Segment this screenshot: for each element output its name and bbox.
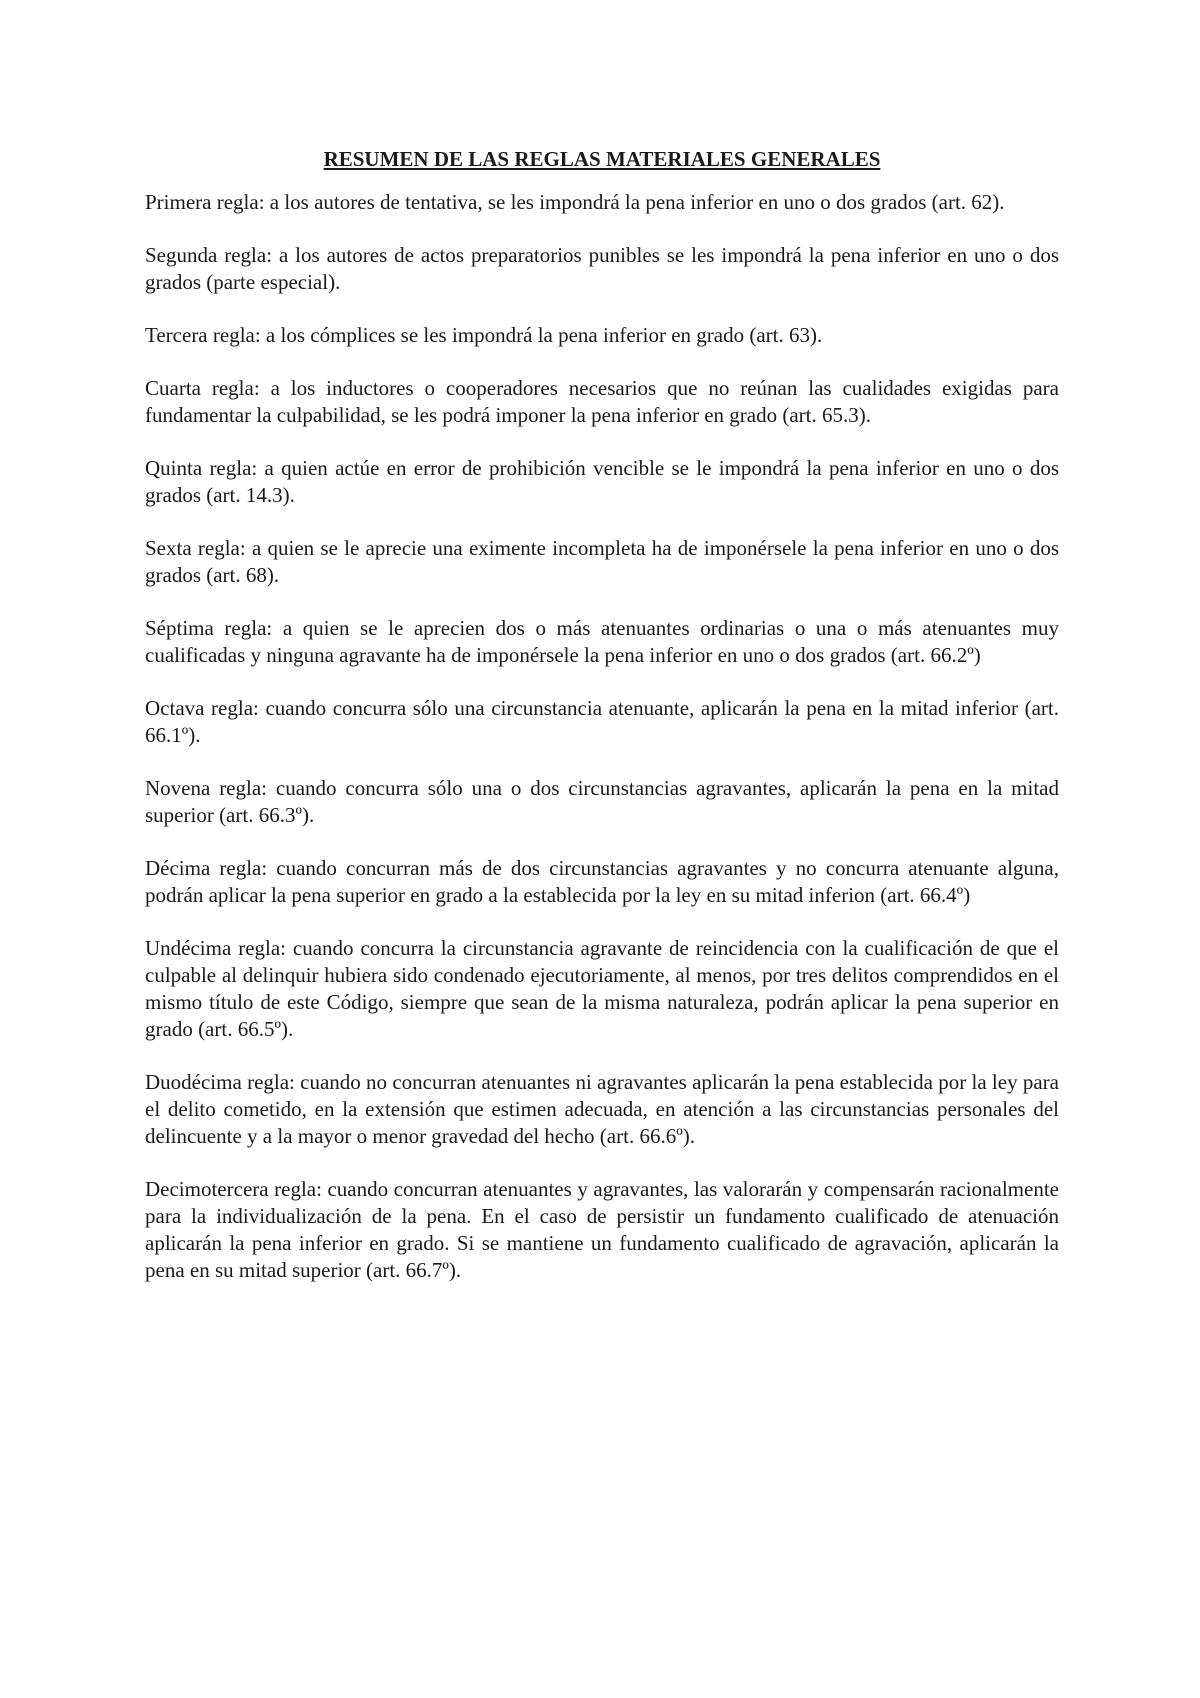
- rule-paragraph-5: Quinta regla: a quien actúe en error de prohibición vencible se le impondrá la pena inferior en uno o dos grados (art. 14.3).: [145, 456, 1059, 507]
- rule-paragraph-13: Decimotercera regla: cuando concurran atenuantes y agravantes, las valorarán y compensarán racionalmente para la individualización de la pena. En el caso de persistir un fundamento cualificado de atenuación aplicarán la pena inferior en grado. Si se mantiene un fundamento cualificado de agravación, aplicarán la pena en su mitad superior (art. 66.7º).: [145, 1177, 1059, 1282]
- rule-paragraph-12: Duodécima regla: cuando no concurran atenuantes ni agravantes aplicarán la pena establecida por la ley para el delito cometido, en la extensión que estimen adecuada, en atención a las circunstancias personales del delincuente y a la mayor o menor gravedad del hecho (art. 66.6º).: [145, 1070, 1059, 1148]
- rule-paragraph-11: Undécima regla: cuando concurra la circunstancia agravante de reincidencia con la cualificación de que el culpable al delinquir hubiera sido condenado ejecutoriamente, al menos, por tres delitos comprendidos en el mismo título de este Código, siempre que sean de la misma naturaleza, podrán aplicar la pena superior en grado (art. 66.5º).: [145, 936, 1059, 1041]
- rule-paragraph-9: Novena regla: cuando concurra sólo una o dos circunstancias agravantes, aplicarán la pena en la mitad superior (art. 66.3º).: [145, 776, 1059, 827]
- rule-paragraph-3: Tercera regla: a los cómplices se les impondrá la pena inferior en grado (art. 63).: [145, 323, 823, 347]
- rule-paragraph-8: Octava regla: cuando concurra sólo una circunstancia atenuante, aplicarán la pena en la mitad inferior (art. 66.1º).: [145, 696, 1059, 747]
- document-title: RESUMEN DE LAS REGLAS MATERIALES GENERALES: [323, 147, 881, 171]
- rule-paragraph-2: Segunda regla: a los autores de actos preparatorios punibles se les impondrá la pena inferior en uno o dos grados (parte especial).: [145, 243, 1059, 294]
- rule-paragraph-4: Cuarta regla: a los inductores o cooperadores necesarios que no reúnan las cualidades exigidas para fundamentar la culpabilidad, se les podrá imponer la pena inferior en grado (art. 65.3).: [145, 376, 1059, 427]
- rule-paragraph-7: Séptima regla: a quien se le aprecien dos o más atenuantes ordinarias o una o más atenuantes muy cualificadas y ninguna agravante ha de imponérsele la pena inferior en uno o dos grados (art. 66.2º): [145, 616, 1059, 667]
- rule-paragraph-6: Sexta regla: a quien se le aprecie una eximente incompleta ha de imponérsele la pena inferior en uno o dos grados (art. 68).: [145, 536, 1059, 587]
- rule-paragraph-1: Primera regla: a los autores de tentativa, se les impondrá la pena inferior en uno o dos grados (art. 62).: [145, 190, 1005, 214]
- rule-paragraph-10: Décima regla: cuando concurran más de dos circunstancias agravantes y no concurra atenuante alguna, podrán aplicar la pena superior en grado a la establecida por la ley en su mitad inferion (art. 66.4º): [145, 856, 1059, 907]
